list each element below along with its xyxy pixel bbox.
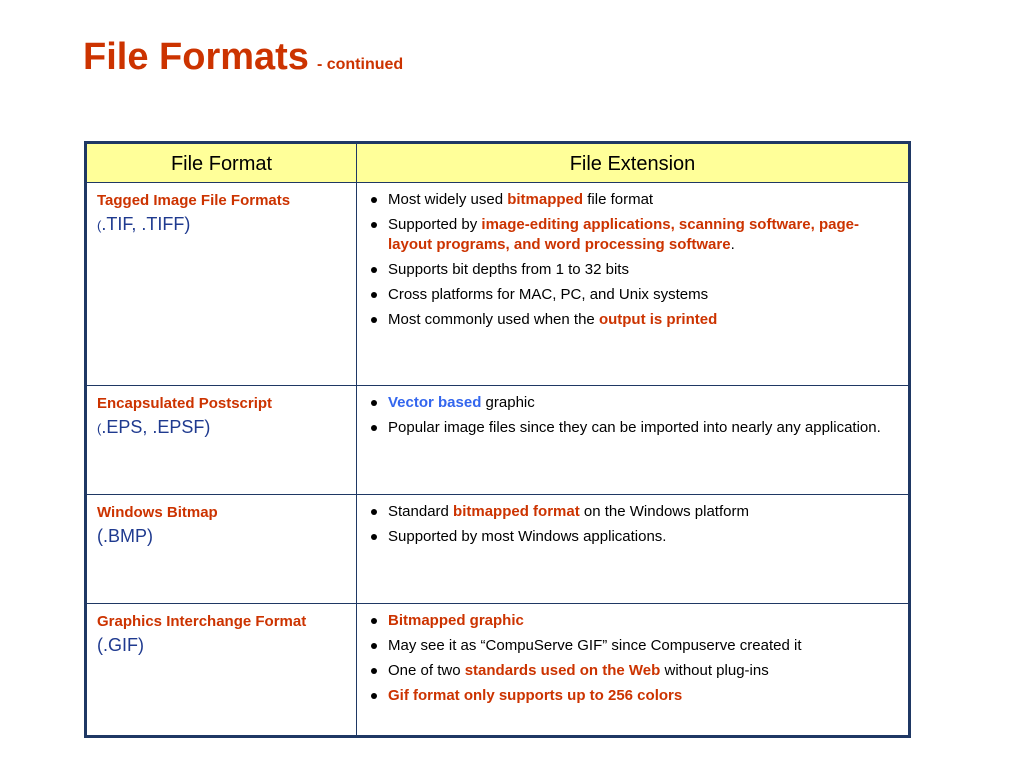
title-main: File Formats [83,36,309,78]
format-extension: (.BMP) [97,526,153,546]
description-cell [357,183,910,386]
format-extension: (.EPS, .EPSF) [97,417,211,437]
bullet-dot-icon [371,534,377,540]
bullet-dot-icon [371,509,377,515]
bullet-text: Most commonly used when the [388,311,599,328]
bullet-text: Standard [388,503,454,520]
bullet-text: Popular image files since they can be imported into nearly any application. [388,419,881,436]
format-extension: (.TIF, .TIFF) [97,214,191,234]
table-row [86,604,910,737]
format-cell [86,604,357,737]
header-file-extension: File Extension [357,143,910,183]
bullet-text: without plug-ins [660,662,769,679]
highlight-text: image-editing applications, scanning software, page-layout programs, and word processing software [388,216,859,253]
bullet-item [371,636,898,656]
highlight-text: Gif format only supports up to 256 colors [388,687,683,704]
bullet-item [371,215,898,255]
table-row [86,386,910,495]
bullet-dot-icon [371,292,377,298]
bullet-dot-icon [371,197,377,203]
bullet-item [371,285,898,305]
bullet-dot-icon [371,693,377,699]
bullet-dot-icon [371,317,377,323]
bullet-list [371,190,898,330]
bullet-text: One of two [388,662,465,679]
bullet-dot-icon [371,400,377,406]
bullet-item [371,260,898,280]
format-cell [86,495,357,604]
format-name: Graphics Interchange Format [97,613,307,630]
description-cell [357,495,910,604]
bullet-text: graphic [481,394,535,411]
bullet-text: file format [583,191,654,208]
bullet-text: on the Windows platform [579,503,749,520]
format-name: Windows Bitmap [97,504,218,521]
bullet-dot-icon [371,267,377,273]
bullet-item [371,190,898,210]
bullet-dot-icon [371,643,377,649]
bullet-text: May see it as “CompuServe GIF” since Compuserve created it [388,637,802,654]
file-formats-table [84,141,911,738]
highlight-text: standards used on the Web [464,662,661,679]
bullet-text: Supported by [388,216,482,233]
description-cell [357,386,910,495]
highlight-text: Vector based [388,394,482,411]
format-cell [86,386,357,495]
format-name: Tagged Image File Formats [97,192,291,209]
description-cell [357,604,910,737]
bullet-text: Cross platforms for MAC, PC, and Unix systems [388,286,709,303]
highlight-text: output is printed [598,311,718,328]
highlight-text: bitmapped format [453,503,580,520]
format-extension: (.GIF) [97,635,144,655]
table-row [86,183,910,386]
bullet-list [371,502,898,547]
bullet-item [371,393,898,413]
header-file-format: File Format [86,143,357,183]
bullet-dot-icon [371,668,377,674]
bullet-item [371,418,898,438]
title-subtitle: - continued [316,56,404,73]
bullet-dot-icon [371,618,377,624]
bullet-item [371,611,898,631]
bullet-text: Most widely used [388,191,508,208]
bullet-text: Supports bit depths from 1 to 32 bits [388,261,629,278]
bullet-list [371,611,898,706]
bullet-text: . [730,236,735,253]
bullet-item [371,502,898,522]
bullet-text: Supported by most Windows applications. [388,528,667,545]
bullet-item [371,527,898,547]
format-cell [86,183,357,386]
highlight-text: bitmapped [507,191,584,208]
format-name: Encapsulated Postscript [97,395,273,412]
bullet-item [371,661,898,681]
table-header-row [86,143,910,183]
table-row [86,495,910,604]
bullet-dot-icon [371,222,377,228]
bullet-item [371,686,898,706]
slide-title [83,38,403,76]
bullet-list [371,393,898,438]
bullet-item [371,310,898,330]
bullet-dot-icon [371,425,377,431]
highlight-text: Bitmapped graphic [388,612,524,629]
